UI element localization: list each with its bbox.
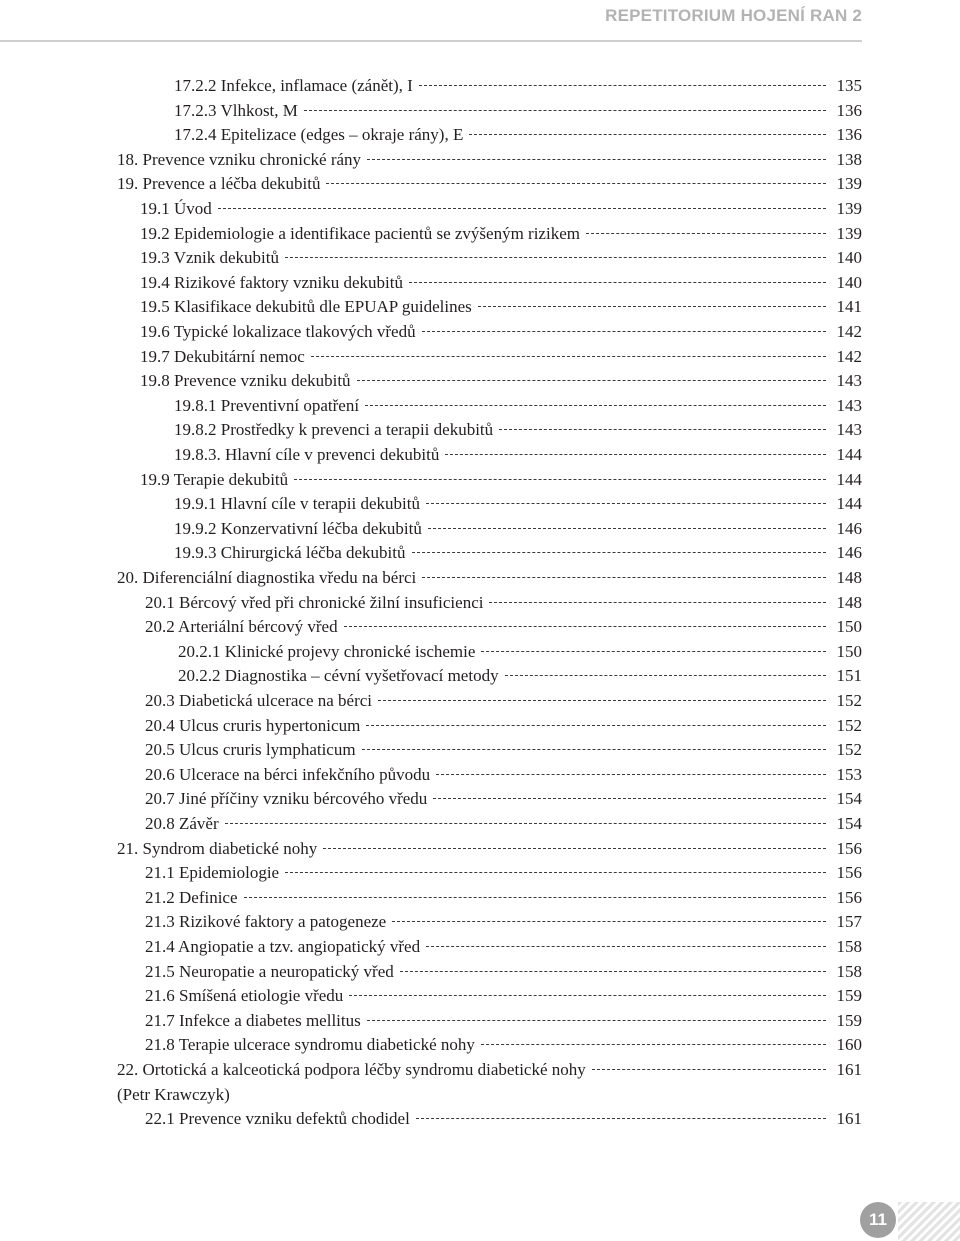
toc-leader-line	[362, 748, 826, 750]
toc-entry-page-number: 136	[836, 100, 862, 120]
toc-entry	[0, 418, 862, 443]
toc-entry-title: 21. Syndrom diabetické nohy	[117, 838, 318, 858]
toc-entry	[0, 886, 862, 911]
toc-entry-title: 20.5 Ulcus cruris lymphaticum	[145, 740, 356, 760]
toc-entry-page-number: 159	[836, 1010, 862, 1030]
toc-entry-page-number: 146	[836, 543, 862, 563]
toc-entry-page-number: 142	[836, 322, 862, 341]
toc-entry-page-number: 151	[836, 666, 862, 686]
toc-leader-line	[378, 699, 826, 701]
toc-entry-page-number: 154	[836, 814, 862, 833]
toc-entry-title: 17.2.4 Epitelizace (edges – okraje rány), E	[174, 125, 464, 145]
toc-entry	[0, 345, 862, 370]
toc-entry-page-number: 146	[836, 518, 862, 538]
toc-entry-title: 20.4 Ulcus cruris hypertonicum	[145, 715, 361, 735]
toc-entry-page-number: 148	[836, 592, 862, 612]
toc-entry-page-number: 161	[836, 1060, 862, 1079]
toc-leader-line	[294, 478, 826, 480]
toc-entry	[0, 812, 862, 837]
toc-leader-line	[344, 625, 826, 627]
toc-entry-page-number: 143	[836, 420, 862, 440]
toc-entry-page-number: 140	[836, 248, 862, 268]
toc-entry	[0, 910, 862, 935]
toc-entry-title: 20.6 Ulcerace na bérci infekčního původu	[145, 764, 431, 784]
page-number-badge: 11	[860, 1202, 896, 1238]
toc-entry-page-number: 159	[836, 986, 862, 1006]
toc-entry-title: 20.2.2 Diagnostika – cévní vyšetřovací metody	[178, 666, 499, 686]
toc-entry	[0, 1058, 862, 1083]
toc-entry-title: 19.8 Prevence vzniku dekubitů	[140, 371, 351, 391]
toc-entry-title: 18. Prevence vzniku chronické rány	[117, 149, 362, 169]
toc-entry-title: 20.7 Jiné příčiny vzniku bércového vředu	[145, 789, 428, 809]
toc-entry	[0, 148, 862, 173]
toc-leader-line	[445, 453, 826, 455]
toc-entry	[0, 468, 862, 493]
toc-entry-title: 19.4 Rizikové faktory vzniku dekubitů	[140, 272, 403, 292]
toc-entry-title: 19.7 Dekubitární nemoc	[140, 346, 305, 366]
toc-leader-line	[311, 355, 826, 357]
toc-entry-title: 19.9.3 Chirurgická léčba dekubitů	[174, 543, 406, 563]
toc-leader-line	[367, 158, 826, 160]
toc-entry-title: 21.1 Epidemiologie	[145, 863, 280, 883]
toc-entry-page-number: 148	[836, 568, 862, 587]
toc-entry	[0, 271, 862, 296]
toc-entry	[0, 74, 862, 99]
toc-leader-line	[225, 822, 826, 824]
page-badge-stripes	[898, 1202, 960, 1241]
toc-entry	[0, 763, 862, 788]
toc-leader-line	[392, 920, 826, 922]
toc-entry	[0, 984, 862, 1009]
toc-entry-page-number: 143	[836, 371, 862, 391]
header-rule	[0, 40, 862, 42]
toc-entry-title: 17.2.2 Infekce, inflamace (zánět), I	[174, 76, 413, 95]
toc-entry-page-number: 154	[836, 789, 862, 809]
toc-entry	[0, 714, 862, 739]
toc-entry-page-number: 140	[836, 272, 862, 292]
toc-leader-line	[218, 207, 826, 209]
toc-leader-line	[349, 994, 826, 996]
toc-leader-line	[481, 1043, 826, 1045]
toc-entry	[0, 197, 862, 222]
toc-leader-line	[489, 601, 826, 603]
toc-leader-line	[426, 945, 826, 947]
toc-entry	[0, 861, 862, 886]
toc-entry	[0, 492, 862, 517]
toc-entry-title: 20.8 Závěr	[145, 814, 219, 833]
toc-entry-title: 19.6 Typické lokalizace tlakových vředů	[140, 322, 416, 341]
toc-entry	[0, 320, 862, 345]
toc-leader-line	[285, 871, 826, 873]
toc-leader-line	[365, 404, 826, 406]
toc-leader-line	[366, 724, 826, 726]
toc-leader-line	[416, 1117, 826, 1119]
toc-leader-line	[592, 1068, 826, 1070]
toc-leader-line	[433, 797, 826, 799]
toc-leader-line	[323, 847, 826, 849]
toc-entry-page-number: 139	[836, 174, 862, 194]
toc-leader-line	[428, 527, 826, 529]
toc-leader-line	[304, 109, 826, 111]
toc-entry	[0, 295, 862, 320]
toc-entry-page-number: 144	[836, 445, 862, 464]
toc-entry-page-number: 152	[836, 691, 862, 710]
toc-entry-title: 21.2 Definice	[145, 887, 238, 907]
toc-entry-page-number: 158	[836, 961, 862, 981]
toc-entry-page-number: 139	[836, 223, 862, 243]
toc-entry-title: 21.4 Angiopatie a tzv. angiopatický vřed	[145, 937, 421, 956]
toc-entry-title: 19.9.2 Konzervativní léčba dekubitů	[174, 518, 422, 538]
toc-entry-page-number: 153	[836, 764, 862, 784]
toc-entry	[0, 123, 862, 148]
toc-leader-line	[409, 281, 826, 283]
toc-leader-line	[478, 305, 826, 307]
toc-entry-page-number: 135	[836, 76, 862, 95]
toc-entry-page-number: 156	[836, 887, 862, 907]
toc-entry-page-number: 141	[836, 297, 862, 317]
toc-entry-title: 21.8 Terapie ulcerace syndromu diabetické nohy	[145, 1035, 475, 1055]
toc-entry	[0, 541, 862, 566]
toc-leader-line	[244, 896, 826, 898]
toc-leader-line	[436, 773, 826, 775]
toc-entry	[0, 664, 862, 689]
toc-entry-title: 21.7 Infekce a diabetes mellitus	[145, 1010, 361, 1030]
toc-entry	[0, 517, 862, 542]
toc-entry-title: 20.3 Diabetická ulcerace na bérci	[145, 691, 373, 710]
toc-leader-line	[412, 551, 827, 553]
toc-entry	[0, 640, 862, 665]
toc-leader-line	[505, 674, 826, 676]
toc-entry-continuation: (Petr Krawczyk)	[117, 1084, 230, 1104]
toc-entry-page-number: 150	[836, 641, 862, 661]
toc-leader-line	[400, 970, 826, 972]
running-header-title: REPETITORIUM HOJENÍ RAN 2	[605, 6, 862, 25]
toc-entry-page-number: 156	[836, 838, 862, 858]
toc-entry-title: 19.8.2 Prostředky k prevenci a terapii dekubitů	[174, 420, 494, 440]
toc-entry	[0, 738, 862, 763]
toc-entry	[0, 1009, 862, 1034]
toc-entry-page-number: 156	[836, 863, 862, 883]
toc-entry-title: 22.1 Prevence vzniku defektů chodidel	[145, 1109, 410, 1129]
toc-leader-line	[422, 330, 826, 332]
toc-entry-title: 19.5 Klasifikace dekubitů dle EPUAP guidelines	[140, 297, 472, 317]
toc-entry	[0, 394, 862, 419]
toc-entry	[0, 1107, 862, 1132]
toc-entry-title: 19. Prevence a léčba dekubitů	[117, 174, 321, 194]
toc-leader-line	[357, 379, 826, 381]
toc-entry-title: 21.3 Rizikové faktory a patogeneze	[145, 912, 387, 932]
toc-entry	[0, 837, 862, 862]
toc-entry-page-number: 139	[836, 199, 862, 218]
toc-entry	[0, 591, 862, 616]
toc-entry-page-number: 161	[836, 1109, 862, 1129]
toc-leader-line	[499, 428, 826, 430]
toc-entry-title: 19.9.1 Hlavní cíle v terapii dekubitů	[174, 494, 420, 514]
toc-entry	[0, 172, 862, 197]
toc-entry-page-number: 144	[836, 469, 862, 489]
toc-entry	[0, 99, 862, 124]
toc-entry-page-number: 136	[836, 125, 862, 145]
toc-entry-page-number: 138	[836, 149, 862, 169]
toc-entry-title: 19.9 Terapie dekubitů	[140, 469, 289, 489]
toc-leader-line	[422, 576, 826, 578]
toc-leader-line	[481, 650, 826, 652]
toc-entry	[0, 369, 862, 394]
toc-entry	[0, 1033, 862, 1058]
toc-entry-title: 19.3 Vznik dekubitů	[140, 248, 279, 268]
toc-entry	[0, 960, 862, 985]
toc-entry	[0, 443, 862, 468]
toc-entry-title: 20.2 Arteriální bércový vřed	[145, 617, 338, 637]
toc-entry-title: 20. Diferenciální diagnostika vředu na bérci	[117, 568, 417, 587]
toc-leader-line	[426, 502, 826, 504]
toc-entry	[0, 935, 862, 960]
toc-entry-title: 19.1 Úvod	[140, 199, 212, 218]
toc-entry-page-number: 152	[836, 715, 862, 735]
toc-entry-page-number: 160	[836, 1035, 862, 1055]
toc-leader-line	[326, 182, 826, 184]
toc-entry	[0, 787, 862, 812]
toc-entry-page-number: 142	[836, 346, 862, 366]
toc-entry	[0, 222, 862, 247]
toc-entry-title: 21.5 Neuropatie a neuropatický vřed	[145, 961, 394, 981]
toc-entry-page-number: 144	[836, 494, 862, 514]
toc-entry-title: 17.2.3 Vlhkost, M	[174, 100, 298, 120]
toc-entry-page-number: 158	[836, 937, 862, 956]
toc-entry-page-number: 150	[836, 617, 862, 637]
toc-entry	[0, 615, 862, 640]
toc-leader-line	[285, 256, 826, 258]
toc-leader-line	[586, 232, 826, 234]
toc-leader-line	[469, 133, 826, 135]
toc-entry	[0, 246, 862, 271]
toc-leader-line	[419, 84, 826, 86]
toc-entry-page-number: 152	[836, 740, 862, 760]
toc-entry	[0, 689, 862, 714]
toc-entry-title: 22. Ortotická a kalceotická podpora léčby syndromu diabetické nohy	[117, 1060, 586, 1079]
toc-leader-line	[367, 1019, 826, 1021]
toc-entry-page-number: 143	[836, 395, 862, 415]
toc-entry	[0, 566, 862, 591]
toc-entry-page-number: 157	[836, 912, 862, 932]
toc-entry-title: 19.2 Epidemiologie a identifikace pacientů se zvýšeným rizikem	[140, 223, 580, 243]
toc-entry-title: 21.6 Smíšená etiologie vředu	[145, 986, 344, 1006]
running-header	[0, 0, 960, 42]
toc-entry-title: 19.8.3. Hlavní cíle v prevenci dekubitů	[174, 445, 440, 464]
toc-entry-title: 20.1 Bércový vřed při chronické žilní insuficienci	[145, 592, 484, 612]
toc-entry-title: 20.2.1 Klinické projevy chronické ischemie	[178, 641, 476, 661]
toc-entry-title: 19.8.1 Preventivní opatření	[174, 395, 360, 415]
